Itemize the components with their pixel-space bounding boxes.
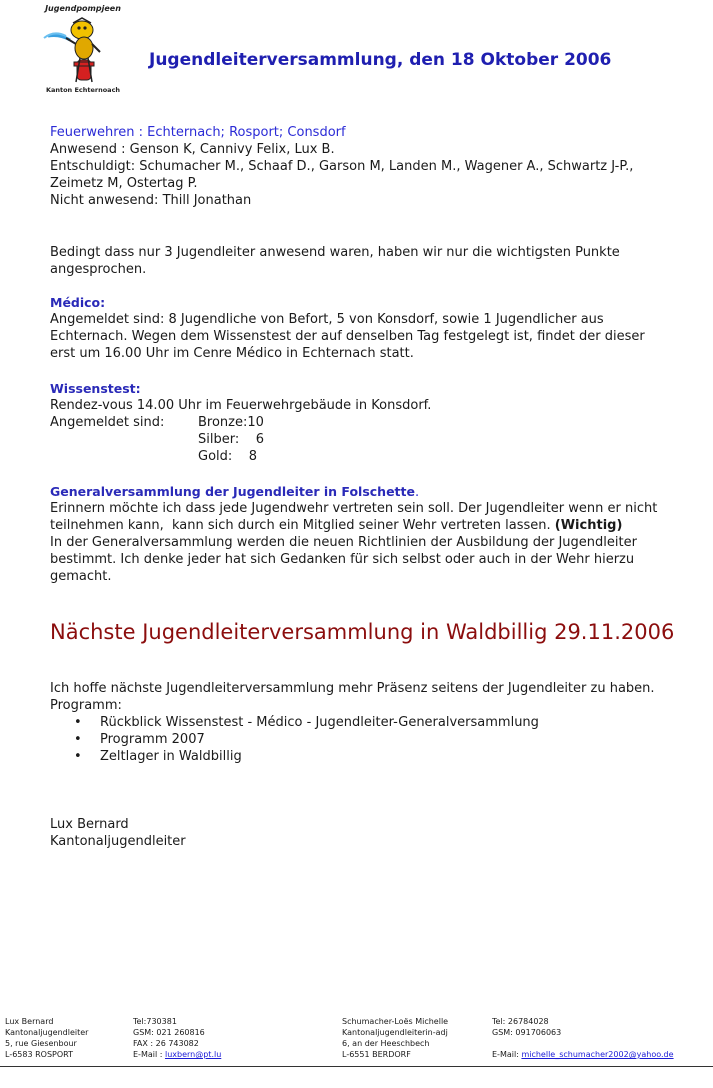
generalversammlung-line-2 [50, 517, 622, 534]
signature-name: Lux Bernard [50, 817, 129, 832]
document-title: Jugendleiterversammlung, den 18 Oktober 2006 [149, 50, 612, 70]
logo-bottom-text: Kanton Echternoach [45, 86, 121, 94]
feuerwehren-line: Feuerwehren : Echternach; Rosport; Consdorf [50, 125, 346, 140]
footer-email-row [133, 1049, 221, 1060]
firefighter-mascot-icon [40, 14, 126, 86]
list-item: Programm 2007 [100, 732, 205, 747]
footer-line: 6, an der Heeschbech [342, 1039, 430, 1048]
bullet-icon: • [74, 715, 82, 730]
logo-top-text: Jugendpompjeen [45, 4, 121, 13]
silber-count: Silber: 6 [198, 432, 265, 447]
intro-line-cont: angesprochen. [50, 262, 147, 277]
bullet-icon: • [74, 732, 82, 747]
generalversammlung-line-2-text: teilnehmen kann, kann sich durch ein Mitglied seiner Wehr vertreten lassen. [50, 518, 555, 533]
footer-line: 5, rue Giesenbour [5, 1039, 77, 1048]
footer-line: Kantonaljugendleiterin-adj [342, 1028, 448, 1037]
footer-divider [0, 1066, 713, 1067]
footer-email-label: E-Mail : [133, 1050, 165, 1059]
footer-line: L-6583 ROSPORT [5, 1050, 74, 1059]
list-item: Rückblick Wissenstest - Médico - Jugendleiter-Generalversammlung [100, 715, 539, 730]
email-link[interactable]: luxbern@pt.lu [164, 1050, 222, 1059]
wichtig-note: (Wichtig) [554, 518, 623, 533]
wissenstest-heading: Wissenstest: [50, 381, 141, 396]
medico-line-3: erst um 16.00 Uhr im Cenre Médico in Echternach statt. [50, 346, 414, 361]
logo [40, 4, 126, 98]
footer-line: Schumacher-Loës Michelle [342, 1017, 449, 1026]
footer-line: L-6551 BERDORF [342, 1050, 411, 1059]
bronze-count: Bronze:10 [198, 415, 264, 430]
gold-count: Gold: 8 [198, 449, 258, 464]
footer-email-label: E-Mail: [492, 1050, 522, 1059]
footer-line: Tel: 26784028 [492, 1017, 549, 1026]
generalversammlung-line-5: gemacht. [50, 569, 112, 584]
footer-contact-1 [5, 1016, 88, 1060]
medico-line-1: Angemeldet sind: 8 Jugendliche von Befort, 5 von Konsdorf, sowie 1 Jugendlicher aus [50, 312, 604, 327]
next-meeting-heading: Nächste Jugendleiterversammlung in Waldbillig 29.11.2006 [50, 620, 675, 644]
footer-email-row [492, 1049, 674, 1060]
footer-line: Lux Bernard [5, 1017, 54, 1026]
bullet-icon: • [74, 749, 82, 764]
signature-role: Kantonaljugendleiter [50, 834, 186, 849]
generalversammlung-line-3: In der Generalversammlung werden die neuen Richtlinien der Ausbildung der Jugendleiter [50, 535, 637, 550]
generalversammlung-heading-dot: . [414, 485, 420, 500]
wissenstest-line-1: Rendez-vous 14.00 Uhr im Feuerwehrgebäude in Konsdorf. [50, 398, 432, 413]
footer-line: GSM: 091706063 [492, 1028, 562, 1037]
footer-line: Tel:730381 [133, 1017, 177, 1026]
footer-contact-1-numbers [133, 1016, 221, 1060]
nicht-anwesend-line: Nicht anwesend: Thill Jonathan [50, 193, 252, 208]
footer-contact-2 [342, 1016, 448, 1060]
footer-line: FAX : 26 743082 [133, 1039, 199, 1048]
anwesend-line: Anwesend : Genson K, Cannivy Felix, Lux B. [50, 142, 335, 157]
intro-line: Bedingt dass nur 3 Jugendleiter anwesend waren, haben wir nur die wichtigsten Punkte [50, 245, 620, 260]
medico-heading: Médico: [50, 295, 106, 310]
generalversammlung-heading-text: Generalversammlung der Jugendleiter in Folschette [50, 484, 415, 499]
entschuldigt-line: Entschuldigt: Schumacher M., Schaaf D., Garson M, Landen M., Wagener A., Schwartz J-P., [50, 159, 634, 174]
generalversammlung-heading [50, 483, 419, 501]
closing-line-1: Ich hoffe nächste Jugendleiterversammlung mehr Präsenz seitens der Jugendleiter zu haben. [50, 681, 655, 696]
email-link[interactable]: michelle_schumacher2002@yahoo.de [521, 1050, 674, 1059]
generalversammlung-line-1: Erinnern möchte ich dass jede Jugendwehr vertreten sein soll. Der Jugendleiter wenn er nicht [50, 501, 658, 516]
generalversammlung-line-4: bestimmt. Ich denke jeder hat sich Gedanken für sich selbst oder auch in der Wehr hierzu [50, 552, 635, 567]
entschuldigt-line-cont: Zeimetz M, Ostertag P. [50, 176, 198, 191]
footer-line: GSM: 021 260816 [133, 1028, 205, 1037]
footer-contact-2-numbers [492, 1016, 674, 1060]
footer-line: Kantonaljugendleiter [5, 1028, 89, 1037]
angemeldet-label: Angemeldet sind: [50, 415, 165, 430]
footer-line [492, 1038, 674, 1049]
programm-label: Programm: [50, 698, 122, 713]
medico-line-2: Echternach. Wegen dem Wissenstest der auf denselben Tag festgelegt ist, findet der dieser [50, 329, 645, 344]
list-item: Zeltlager in Waldbillig [100, 749, 242, 764]
